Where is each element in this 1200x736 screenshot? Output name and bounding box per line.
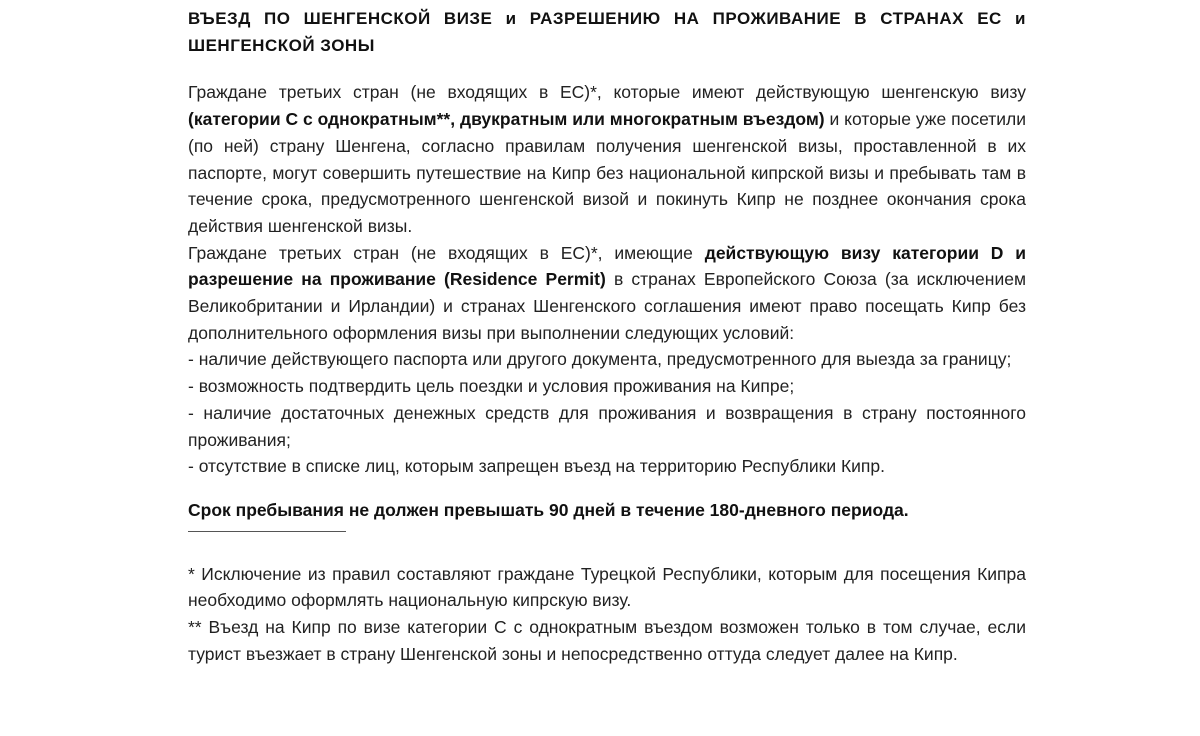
schengen-visa-rest: и которые уже посетили (по ней) страну Шенгена, согласно правилам получения шенгенской визы, проставленной в их паспорте, могут совершить путешествие на Кипр без национальной кипрской визы и пребывать там в течение срока, предусмотренного шенгенской визой и покинуть Кипр не позднее окончания срока действия шенгенской визы. bbox=[188, 109, 1026, 236]
condition-item: - наличие достаточных денежных средств для проживания и возвращения в страну постоянного проживания; bbox=[188, 402, 1026, 450]
residence-permit-paragraph bbox=[188, 240, 1026, 347]
page-title: ВЪЕЗД ПО ШЕНГЕНСКОЙ ВИЗЕ и РАЗРЕШЕНИЮ НА ПРОЖИВАНИЕ В СТРАНАХ ЕС и ШЕНГЕНСКОЙ ЗОНЫ bbox=[188, 9, 1026, 55]
condition-item: - отсутствие в списке лиц, которым запрещен въезд на территорию Республики Кипр. bbox=[188, 456, 885, 477]
schengen-visa-categories: (категории С с однократным**, двукратным или многократным въездом) bbox=[188, 109, 825, 130]
residence-permit-rest: в странах Европейского Союза (за исключением Великобритании и Ирландии) и странах Шенгенского соглашения имеют право посещать Кипр без дополнительного оформления визы при выполнении следующих условий: bbox=[188, 269, 1026, 343]
footnote-divider bbox=[188, 527, 1026, 541]
footnote-item: * Исключение из правил составляют граждане Турецкой Республики, которым для посещения Кипра необходимо оформлять национальную кипрскую визу. bbox=[188, 563, 1026, 611]
schengen-visa-paragraph bbox=[188, 79, 1026, 239]
schengen-visa-intro: Граждане третьих стран (не входящих в ЕС)*, которые имеют действующую шенгенскую визу bbox=[188, 82, 1026, 103]
article bbox=[188, 6, 1026, 667]
condition-item: - наличие действующего паспорта или другого документа, предусмотренного для выезда за границу; bbox=[188, 349, 1012, 370]
stay-limit-note: Срок пребывания не должен превышать 90 дней в течение 180-дневного периода. bbox=[188, 499, 909, 520]
condition-item: - возможность подтвердить цель поездки и условия проживания на Кипре; bbox=[188, 376, 795, 397]
residence-permit-visa-type: действующую визу категории D и разрешение на проживание (Residence Permit) bbox=[188, 242, 1026, 290]
residence-permit-intro: Граждане третьих стран (не входящих в ЕС)*, имеющие bbox=[188, 242, 705, 263]
footnote-item: ** Въезд на Кипр по визе категории С с однократным въездом возможен только в том случае, если турист въезжает в страну Шенгенской зоны и непосредственно оттуда следует далее на Кипр. bbox=[188, 617, 1026, 664]
